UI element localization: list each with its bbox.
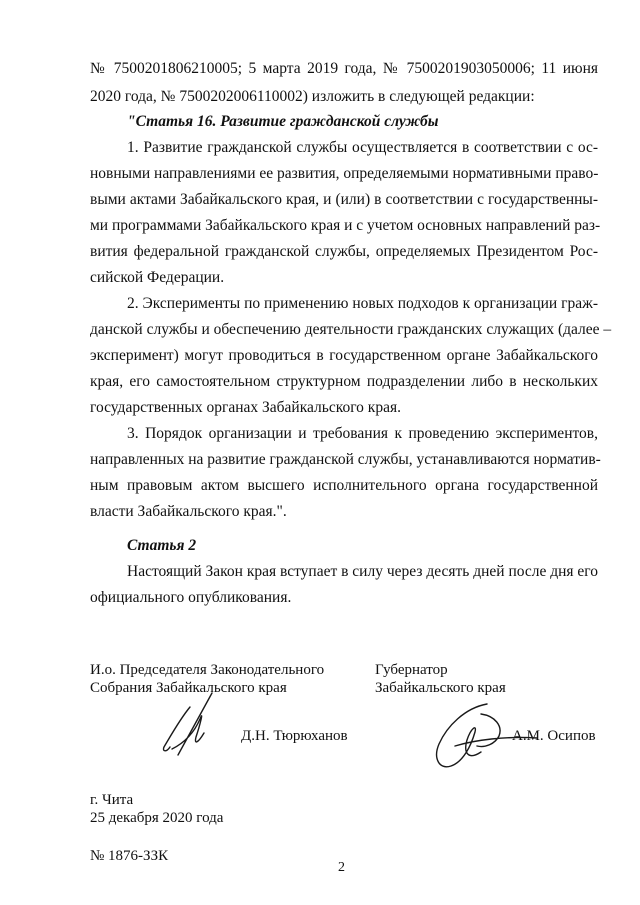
page-number: 2 [338,860,345,875]
text-line: 2020 года, № 7500202006110002) изложить в следующей редакции: [90,88,535,105]
text-line: эксперимент) могут проводиться в государственном органе Забайкальского [90,347,598,364]
text-line: официального опубликования. [90,589,292,606]
text-line: выми актами Забайкальского края, и (или) в соответствии с государственны- [90,191,598,208]
text-line: 3. Порядок организации и требования к проведению экспериментов, [127,425,598,442]
article-16-heading: "Статья 16. Развитие гражданской службы [127,113,439,130]
text-line: Настоящий Закон края вступает в силу через десять дней после дня его [127,563,599,580]
text-line: новными направлениями ее развития, определяемыми нормативными право- [90,165,599,182]
left-signatory-title-1: И.о. Председателя Законодательного [90,662,325,678]
left-signatory-name: Д.Н. Тюрюханов [241,728,348,744]
article-2-heading: Статья 2 [127,537,197,554]
text-line: 2. Эксперименты по применению новых подходов к организации граж- [127,295,598,312]
text-line: власти Забайкальского края.". [90,503,287,520]
text-line: 1. Развитие гражданской службы осуществляется в соответствии с ос- [127,139,598,156]
signing-date: 25 декабря 2020 года [90,810,224,826]
text-line: направленных на развитие гражданской службы, устанавливаются норматив- [90,451,601,468]
text-line: вития федеральной гражданской службы, определяемых Президентом Рос- [90,243,598,260]
text-line: № 7500201806210005; 5 марта 2019 года, № 7500201903050006; 11 июня [90,60,598,77]
text-line: данской службы и обеспечению деятельности гражданских служащих (далее – [90,321,612,338]
right-handwritten-signature [425,700,545,780]
right-signatory-title-1: Губернатор [375,662,448,678]
text-line: ным правовым актом высшего исполнительного органа государственной [90,477,598,494]
left-signatory-title-2: Собрания Забайкальского края [90,680,287,696]
right-signatory-name: А.М. Осипов [512,728,596,744]
right-signatory-title-2: Забайкальского края [375,680,506,696]
text-line: края, его самостоятельном структурном подразделении либо в нескольких [90,373,598,390]
text-line: ми программами Забайкальского края и с учетом основных направлений раз- [90,217,601,234]
text-line: сийской Федерации. [90,269,225,286]
left-handwritten-signature [150,685,230,765]
text-line: государственных органах Забайкальского края. [90,399,401,416]
law-number: № 1876-ЗЗК [90,848,169,864]
place-city: г. Чита [90,792,134,808]
